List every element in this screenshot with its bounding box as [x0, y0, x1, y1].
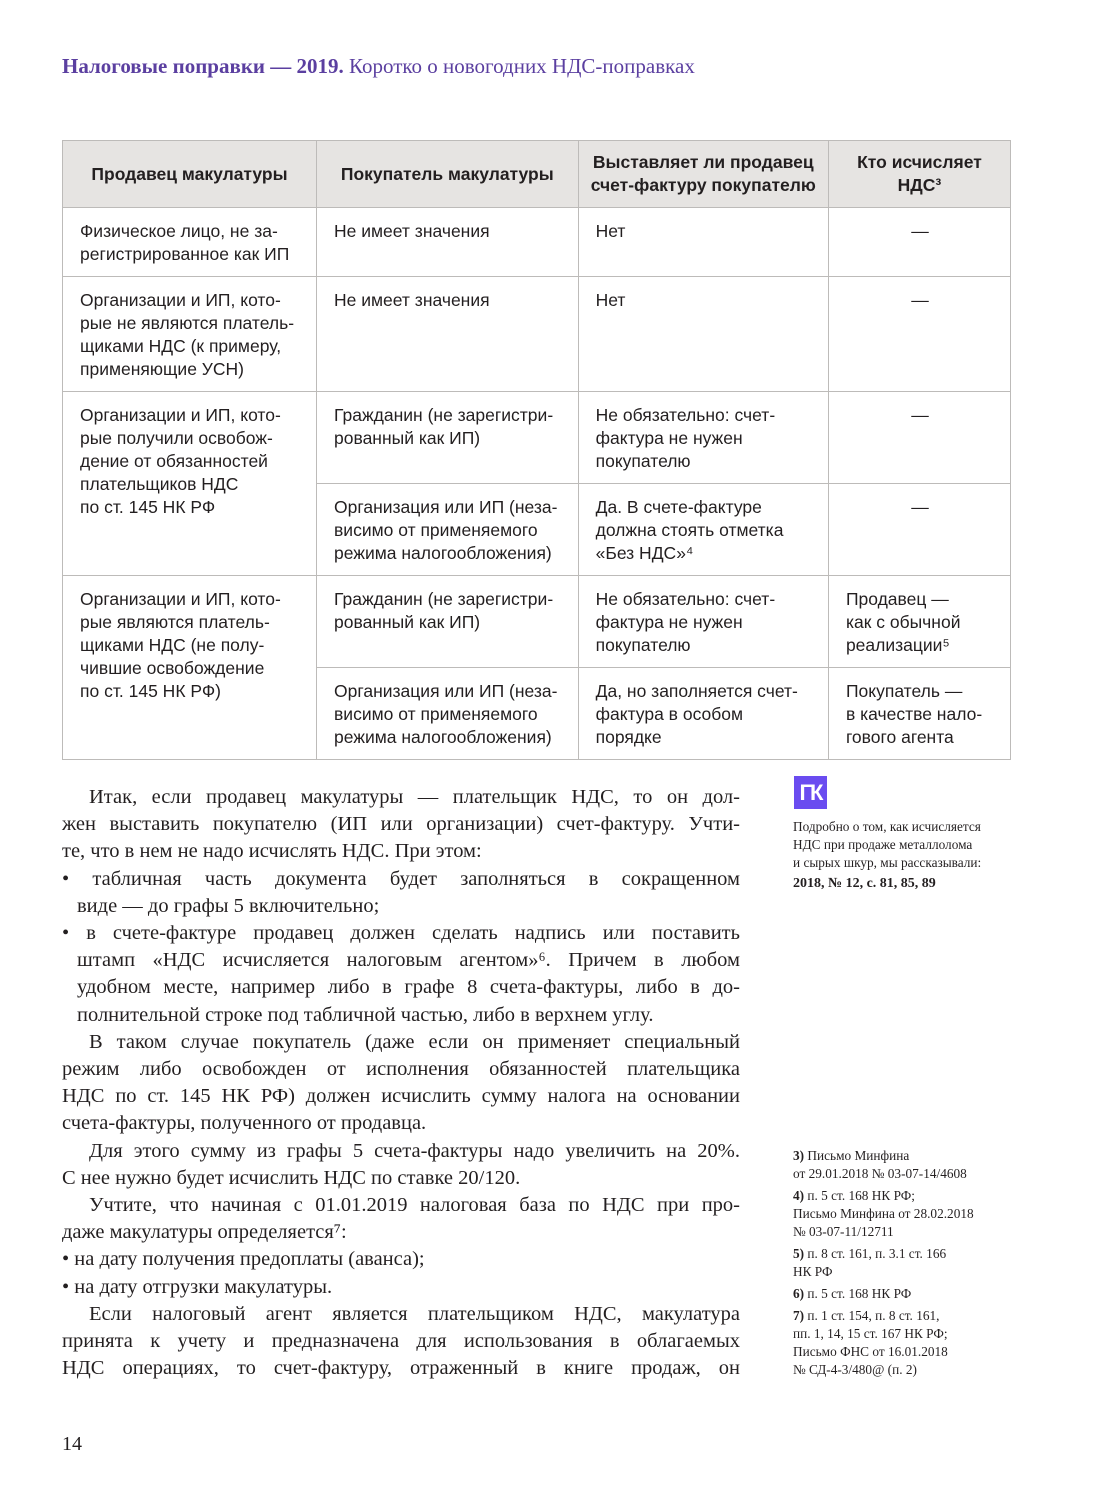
- cell-line: покупателю: [595, 635, 691, 655]
- paragraph: [62, 1029, 740, 1138]
- cell-line: фактура не нужен: [595, 428, 743, 448]
- invoice-cell: [578, 277, 828, 392]
- note-line: Подробно о том, как исчисляется: [793, 819, 981, 834]
- footnote-text: п. 5 ст. 168 НК РФ;: [807, 1188, 915, 1203]
- footnote-line: [793, 1165, 1023, 1183]
- footnote-text: Письмо Минфина от 28.02.2018: [793, 1206, 974, 1221]
- cell-line: —: [911, 221, 929, 241]
- footnote-number: 7): [793, 1308, 808, 1323]
- who-calculates-cell: [828, 277, 1010, 392]
- footnote-text: № СД-4-3/480@ (п. 2): [793, 1362, 917, 1377]
- cell-line: Выставляет ли продавец: [592, 152, 814, 172]
- cell-line: рые получили освобож-: [80, 428, 273, 448]
- table-row: [63, 277, 1011, 392]
- cell-line: режима налогообложения): [334, 727, 552, 747]
- cell-line: Не обязательно: счет-: [595, 589, 776, 609]
- text-line: те, что в нем не надо исчислять НДС. При этом:: [62, 840, 482, 863]
- header-seller: [63, 141, 317, 208]
- sidebar-ref: 2018, № 12, с. 81, 85, 89: [793, 876, 936, 891]
- cell-line: Кто исчисляет: [857, 152, 982, 172]
- paragraph: [62, 1301, 740, 1383]
- text-line: НДС по ст. 145 НК РФ) должен исчислить сумму налога на основании: [62, 1085, 740, 1108]
- text-line: виде — до графы 5 включительно;: [77, 894, 380, 917]
- body-text: [62, 784, 740, 1382]
- seller-cell: [63, 277, 317, 392]
- footnote-number: 4): [793, 1188, 808, 1203]
- cell-line: Да, но заполняется счет-: [595, 681, 798, 701]
- footnote-text: Письмо Минфина: [807, 1148, 910, 1163]
- cell-line: режима налогообложения): [334, 543, 552, 563]
- buyer-cell: [317, 668, 579, 760]
- footnote: [793, 1147, 1023, 1183]
- cell-line: Да. В счете-фактуре: [595, 497, 762, 517]
- cell-line: —: [911, 290, 929, 310]
- seller-buyer-table: [62, 140, 1011, 760]
- text-line: Итак, если продавец макулатуры — плательщик НДС, то он дол-: [89, 786, 740, 808]
- cell-line: покупателю: [595, 451, 691, 471]
- footnote-line: [793, 1223, 1023, 1241]
- cell-line: Не обязательно: счет-: [595, 405, 776, 425]
- invoice-cell: [578, 576, 828, 668]
- cell-line: Организация или ИП (неза-: [334, 497, 558, 517]
- cell-line: по ст. 145 НК РФ): [80, 681, 221, 701]
- table-header-row: [63, 141, 1011, 208]
- cell-line: висимо от применяемого: [334, 704, 538, 724]
- text-line: В таком случае покупатель (даже если он применяет специальный: [89, 1030, 740, 1053]
- text-line: Если налоговый агент является плательщиком НДС, макулатура: [89, 1302, 740, 1325]
- footnote-line: [793, 1187, 1023, 1205]
- footnotes: [793, 1147, 1023, 1383]
- header-invoice: [578, 141, 828, 208]
- footnote-text: п. 8 ст. 161, п. 3.1 ст. 166: [807, 1246, 947, 1261]
- header-title: Коротко о новогодних НДС-поправках: [349, 54, 695, 78]
- note-line: и сырых шкур, мы рассказывали:: [793, 855, 982, 870]
- footnote-line: [793, 1245, 1023, 1263]
- cell-line: «Без НДС»⁴: [595, 543, 694, 563]
- table-row: [63, 392, 1011, 484]
- footnote-line: [793, 1147, 1023, 1165]
- footnote-text: от 29.01.2018 № 03-07-14/4608: [793, 1166, 967, 1181]
- footnote-text: п. 5 ст. 168 НК РФ: [807, 1286, 912, 1301]
- cell-line: Гражданин (не зарегистри-: [334, 589, 554, 609]
- footnote: [793, 1285, 1023, 1303]
- cell-line: реализации⁵: [845, 635, 950, 655]
- invoice-cell: [578, 668, 828, 760]
- footnote-line: [793, 1343, 1023, 1361]
- text-line: НДС операциях, то счет-фактуру, отраженный в книге продаж, он: [62, 1357, 740, 1380]
- footnote-line: [793, 1205, 1023, 1223]
- cell-line: рованный как ИП): [334, 428, 481, 448]
- cell-line: фактура в особом порядке: [595, 704, 744, 747]
- cell-line: Продавец макулатуры: [91, 163, 288, 184]
- footnote: [793, 1187, 1023, 1241]
- footnote-line: [793, 1285, 1023, 1303]
- cell-line: Организация или ИП (неза-: [334, 681, 558, 701]
- cell-line: Покупатель макулатуры: [340, 163, 554, 184]
- invoice-cell: [578, 392, 828, 484]
- cell-line: рые являются платель-: [80, 612, 270, 632]
- cell-line: рые не являются платель-: [80, 313, 295, 333]
- cell-line: фактура не нужен: [595, 612, 743, 632]
- cell-line: щиками НДС (к примеру,: [80, 336, 282, 356]
- cell-line: висимо от применяемого: [334, 520, 538, 540]
- cell-line: по ст. 145 НК РФ: [80, 497, 216, 517]
- cell-line: Организации и ИП, кото-: [80, 290, 281, 310]
- buyer-cell: [317, 208, 579, 277]
- text-line: удобном месте, например либо в графе 8 счета-фактуры, либо в до-: [77, 976, 740, 999]
- buyer-cell: [317, 277, 579, 392]
- buyer-cell: [317, 484, 579, 576]
- cell-line: рованный как ИП): [334, 612, 481, 632]
- buyer-cell: [317, 392, 579, 484]
- text-line: С нее нужно будет исчислить НДС по ставке 20/120.: [62, 1166, 521, 1189]
- invoice-cell: [578, 208, 828, 277]
- note-line: НДС при продаже металлолома: [793, 837, 973, 852]
- cell-line: Организации и ИП, кото-: [80, 405, 281, 425]
- text-line: жен выставить покупателю (ИП или организации) счет-фактуру. Учти-: [62, 813, 740, 836]
- cell-line: Нет: [595, 221, 626, 241]
- header-buyer: [317, 141, 579, 208]
- text-line: Для этого сумму из графы 5 счета-фактуры надо увеличить на 20%.: [89, 1139, 740, 1162]
- paragraph: [62, 784, 740, 866]
- sidebar-note: [793, 818, 1023, 893]
- footnote: [793, 1245, 1023, 1281]
- cell-line: Не имеет значения: [334, 221, 490, 241]
- header-who-calculates: [828, 141, 1010, 208]
- bullet-item: [62, 866, 740, 920]
- cell-line: плательщиков НДС: [80, 474, 239, 494]
- paragraph: [62, 1192, 740, 1246]
- text-line: Учтите, что начиная с 01.01.2019 налоговая база по НДС при про-: [89, 1194, 740, 1217]
- cell-line: в качестве нало-: [845, 704, 983, 724]
- cell-line: гового агента: [845, 727, 954, 747]
- footnote-text: НК РФ: [793, 1264, 833, 1279]
- who-calculates-cell: [828, 484, 1010, 576]
- cell-line: Гражданин (не зарегистри-: [334, 405, 554, 425]
- cell-line: чившие освобождение: [80, 658, 265, 678]
- bullet-item: [62, 1274, 740, 1301]
- footnote-line: [793, 1307, 1023, 1325]
- table-row: [63, 576, 1011, 668]
- footnote-line: [793, 1361, 1023, 1379]
- cell-line: регистрированное как ИП: [80, 244, 290, 264]
- cell-line: должна стоять отметка: [595, 520, 784, 540]
- paragraph: [62, 1138, 740, 1192]
- text-line: даже макулатуры определяется⁷:: [62, 1221, 347, 1244]
- footnote-text: пп. 1, 14, 15 ст. 167 НК РФ;: [793, 1326, 948, 1341]
- cell-line: Не имеет значения: [334, 290, 490, 310]
- cell-line: применяющие УСН): [80, 359, 245, 379]
- page-number: 14: [62, 1433, 82, 1455]
- cell-line: Организации и ИП, кото-: [80, 589, 281, 609]
- cell-line: —: [911, 405, 929, 425]
- seller-cell: [63, 208, 317, 277]
- footnote-text: п. 1 ст. 154, п. 8 ст. 161,: [807, 1308, 940, 1323]
- table-row: [63, 208, 1011, 277]
- text-line: • на дату отгрузки макулатуры.: [62, 1275, 333, 1298]
- cell-line: Покупатель —: [845, 681, 963, 701]
- who-calculates-cell: [828, 668, 1010, 760]
- footnote: [793, 1307, 1023, 1379]
- who-calculates-cell: [828, 576, 1010, 668]
- footnote-text: Письмо ФНС от 16.01.2018: [793, 1344, 948, 1359]
- cell-line: счет-фактуру покупателю: [590, 175, 816, 195]
- cell-line: щиками НДС (не полу-: [80, 635, 265, 655]
- bullet-item: [62, 1246, 740, 1273]
- text-line: • на дату получения предоплаты (аванса);: [62, 1248, 425, 1271]
- cell-line: —: [911, 497, 929, 517]
- footnote-line: [793, 1263, 1023, 1281]
- who-calculates-cell: [828, 392, 1010, 484]
- cell-line: НДС³: [897, 175, 942, 195]
- cell-line: дение от обязанностей: [80, 451, 268, 471]
- text-line: штамп «НДС исчисляется налоговым агентом»⁶. Причем в любом: [77, 949, 740, 972]
- footnote-number: 5): [793, 1246, 808, 1261]
- text-line: полнительной строке под табличной частью, либо в верхнем углу.: [77, 1003, 654, 1026]
- footnote-number: 3): [793, 1148, 808, 1163]
- cell-line: Физическое лицо, не за-: [80, 221, 278, 241]
- cell-line: Продавец —: [845, 589, 949, 609]
- who-calculates-cell: [828, 208, 1010, 277]
- footnote-text: № 03-07-11/12711: [793, 1224, 894, 1239]
- gk-logo: ГК: [794, 776, 827, 809]
- bullet-item: [62, 920, 740, 1029]
- text-line: принята к учету и предназначена для использования в облагаемых: [62, 1330, 740, 1353]
- invoice-cell: [578, 484, 828, 576]
- text-line: режим либо освобожден от исполнения обязанностей плательщика: [62, 1058, 740, 1081]
- cell-line: Нет: [595, 290, 626, 310]
- running-header: [62, 54, 695, 79]
- text-line: счета-фактуры, полученного от продавца.: [62, 1112, 427, 1135]
- sidebar-note-text: [793, 818, 1023, 872]
- footnote-number: 6): [793, 1286, 808, 1301]
- cell-line: как с обычной: [845, 612, 961, 632]
- text-line: • табличная часть документа будет заполняться в сокращенном: [62, 867, 740, 890]
- header-section: Налоговые поправки — 2019.: [62, 54, 344, 78]
- seller-cell: [63, 392, 317, 576]
- seller-cell: [63, 576, 317, 760]
- text-line: • в счете-фактуре продавец должен сделать надпись или поставить: [62, 922, 740, 945]
- footnote-line: [793, 1325, 1023, 1343]
- buyer-cell: [317, 576, 579, 668]
